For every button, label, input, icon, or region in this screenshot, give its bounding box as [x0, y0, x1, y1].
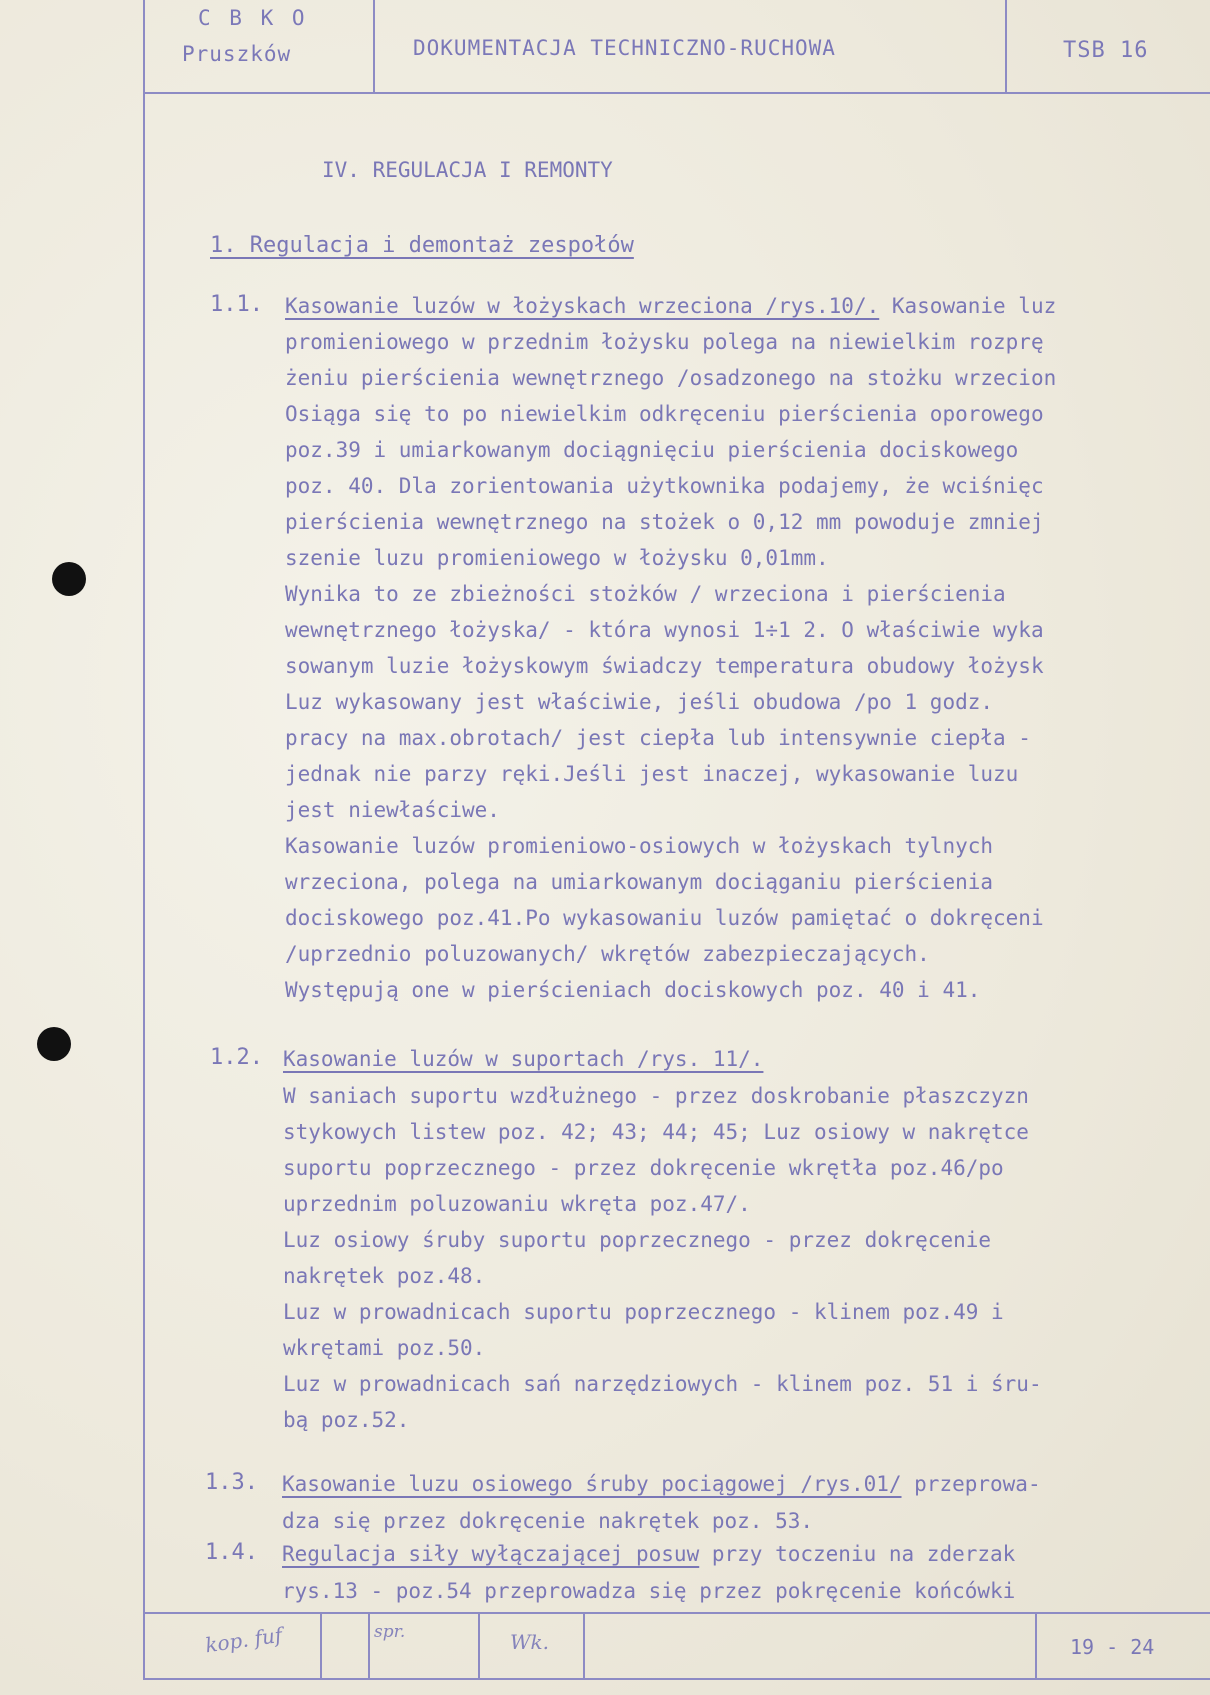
- body-line: poz.39 i umiarkowanym dociągnięciu pierścienia dociskowego: [285, 438, 1019, 462]
- body-line: nakrętek poz.48.: [283, 1264, 486, 1288]
- footer-bottom-line: [143, 1678, 1210, 1680]
- document-title: DOKUMENTACJA TECHNICZNO-RUCHOWA: [413, 36, 836, 60]
- item-body: [283, 1078, 1042, 1438]
- body-line: /uprzednio poluzowanych/ wkrętów zabezpieczających.: [285, 942, 930, 966]
- org-name: C B K O: [198, 6, 308, 30]
- body-line: suportu poprzecznego - przez dokręcenie wkrętła poz.46/po: [283, 1156, 1004, 1180]
- body-line: W saniach suportu wzdłużnego - przez doskrobanie płaszczyzn: [283, 1084, 1029, 1108]
- body-line: jednak nie parzy ręki.Jeśli jest inaczej, wykasowanie luzu: [285, 762, 1019, 786]
- body-line: Osiąga się to po niewielkim odkręceniu pierścienia oporowego: [285, 402, 1044, 426]
- item-first-line: [282, 1536, 1015, 1572]
- signature-kop: kop. fuf: [203, 1622, 284, 1658]
- footer-divider-1: [320, 1612, 322, 1678]
- body-line: wewnętrznego łożyska/ - która wynosi 1÷1 2. O właściwie wyka: [285, 618, 1044, 642]
- body-line: jest niewłaściwe.: [285, 798, 500, 822]
- footer-divider-5: [1035, 1612, 1037, 1678]
- body-line: Luz w prowadnicach sań narzędziowych - klinem poz. 51 i śru-: [283, 1372, 1042, 1396]
- body-line: żeniu pierścienia wewnętrznego /osadzonego na stożku wrzecion: [285, 366, 1057, 390]
- page-range: 19 - 24: [1070, 1635, 1155, 1659]
- footer-divider-3: [478, 1612, 480, 1678]
- footer-divider-4: [583, 1612, 585, 1678]
- item-number: 1.3.: [205, 1470, 258, 1495]
- frame-top-line: [143, 92, 1210, 94]
- frame-left-line: [143, 0, 145, 1680]
- org-city: Pruszków: [182, 42, 292, 66]
- item-heading: Kasowanie luzu osiowego śruby pociągowej /rys.01/: [282, 1472, 902, 1496]
- footer-divider-2: [368, 1612, 370, 1678]
- body-line: wrzeciona, polega na umiarkowanym dociąganiu pierścienia: [285, 870, 994, 894]
- body-line: rys.13 - poz.54 przeprowadza się przez pokręcenie końcówki: [282, 1579, 1016, 1603]
- body-line: stykowych listew poz. 42; 43; 44; 45; Luz osiowy w nakrętce: [283, 1120, 1029, 1144]
- punch-hole-top: [52, 562, 86, 596]
- item-first-line: [285, 288, 1056, 324]
- body-line: promieniowego w przednim łożysku polega na niewielkim rozprę: [285, 330, 1044, 354]
- header-divider-2: [1005, 0, 1007, 92]
- document-code: TSB 16: [1063, 38, 1149, 63]
- section-title: IV. REGULACJA I REMONTY: [322, 158, 613, 182]
- item-first-line: [282, 1466, 1041, 1502]
- body-line: dza się przez dokręcenie nakrętek poz. 53.: [282, 1509, 814, 1533]
- header-divider-1: [373, 0, 375, 92]
- body-line: pierścienia wewnętrznego na stożek o 0,12 mm powoduje zmniej: [285, 510, 1044, 534]
- signature-spr: spr.: [374, 1622, 406, 1642]
- item-number: 1.2.: [210, 1045, 263, 1070]
- item-body: [285, 324, 1056, 1008]
- body-line: Występują one w pierścieniach dociskowych poz. 40 i 41.: [285, 978, 981, 1002]
- item-heading-rest: przy toczeniu na zderzak: [699, 1542, 1016, 1566]
- body-line: uprzednim poluzowaniu wkręta poz.47/.: [283, 1192, 751, 1216]
- item-number: 1.4.: [205, 1540, 258, 1565]
- body-line: dociskowego poz.41.Po wykasowaniu luzów pamiętać o dokręceni: [285, 906, 1044, 930]
- body-line: Kasowanie luzów promieniowo-osiowych w łożyskach tylnych: [285, 834, 994, 858]
- signature-wk: Wk.: [510, 1630, 550, 1654]
- subsection-title: 1. Regulacja i demontaż zespołów: [210, 233, 634, 258]
- body-line: Luz w prowadnicach suportu poprzecznego - klinem poz.49 i: [283, 1300, 1004, 1324]
- item-heading-rest: przeprowa-: [901, 1472, 1041, 1496]
- body-line: poz. 40. Dla zorientowania użytkownika podajemy, że wciśnięc: [285, 474, 1044, 498]
- body-line: Luz osiowy śruby suportu poprzecznego - przez dokręcenie: [283, 1228, 992, 1252]
- item-heading: Kasowanie luzów w suportach /rys. 11/.: [283, 1047, 764, 1071]
- item-number: 1.1.: [210, 292, 263, 317]
- body-line: Wynika to ze zbieżności stożków / wrzeciona i pierścienia: [285, 582, 1006, 606]
- item-heading: Kasowanie luzów w łożyskach wrzeciona /rys.10/.: [285, 294, 880, 318]
- body-line: sowanym luzie łożyskowym świadczy temperatura obudowy łożysk: [285, 654, 1044, 678]
- body-line: pracy na max.obrotach/ jest ciepła lub intensywnie ciepła -: [285, 726, 1031, 750]
- punch-hole-bottom: [37, 1027, 71, 1061]
- item-heading: Regulacja siły wyłączającej posuw: [282, 1542, 700, 1566]
- item-heading-rest: Kasowanie luz: [879, 294, 1057, 318]
- body-line: bą poz.52.: [283, 1408, 410, 1432]
- body-line: Luz wykasowany jest właściwie, jeśli obudowa /po 1 godz.: [285, 690, 994, 714]
- body-line: szenie luzu promieniowego w łożysku 0,01mm.: [285, 546, 829, 570]
- body-line: wkrętami poz.50.: [283, 1336, 486, 1360]
- item-first-line: [283, 1041, 763, 1077]
- footer-top-line: [143, 1612, 1210, 1614]
